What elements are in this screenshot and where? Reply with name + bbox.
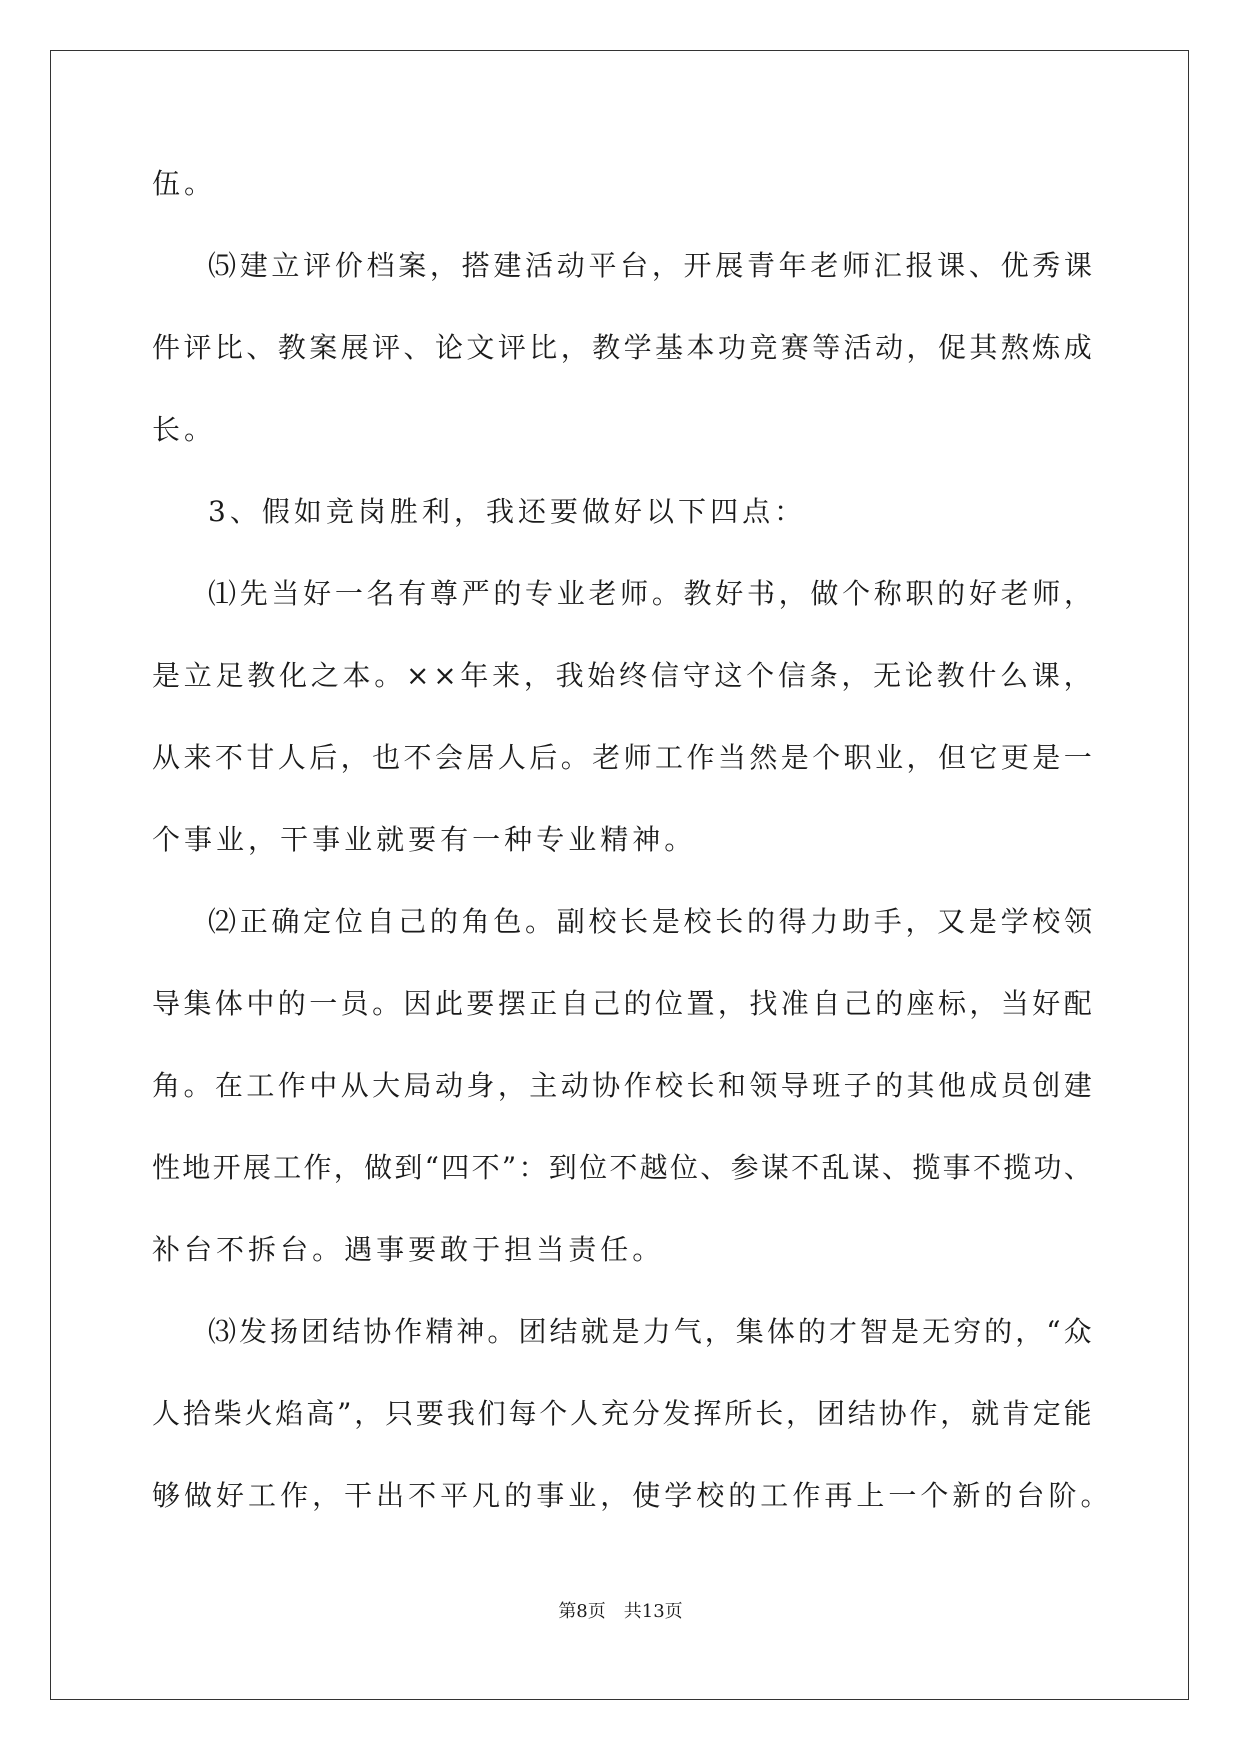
text-line: ⑵ 正 确 定 位 自 己 的 角 色 。 副 校 长 是 校 长 的 得 力 助 手 ， 又 是 学 校 领 [208, 905, 1092, 938]
text-line: 人 拾 柴 火 焰 高 ” ， 只 要 我 们 每 个 人 充 分 发 挥 所 长 ， 团 结 协 作 ， 就 肯 定 能 [152, 1397, 1092, 1430]
document-body [152, 165, 1109, 1559]
text-line: 伍 。 [152, 167, 213, 200]
text-line: 长 。 [152, 413, 213, 446]
text-line: 从 来 不 甘 人 后 ， 也 不 会 居 人 后 。 老 师 工 作 当 然 是 个 职 业 ， 但 它 更 是 一 [152, 741, 1092, 774]
text-line: 导 集 体 中 的 一 员 。 因 此 要 摆 正 自 己 的 位 置 ， 找 准 自 己 的 座 标 ， 当 好 配 [152, 987, 1092, 1020]
text-line: 3 、 假 如 竞 岗 胜 利 ， 我 还 要 做 好 以 下 四 点 ： [208, 495, 803, 528]
text-line: 角 。 在 工 作 中 从 大 局 动 身 ， 主 动 协 作 校 长 和 领 导 班 子 的 其 他 成 员 创 建 [152, 1069, 1092, 1102]
text-line: 补 台 不 拆 台 。 遇 事 要 敢 于 担 当 责 任 。 [152, 1233, 661, 1266]
text-line: ⑴ 先 当 好 一 名 有 尊 严 的 专 业 老 师 。 教 好 书 ， 做 个 称 职 的 好 老 师 ， [208, 577, 1092, 610]
text-line: 性 地 开 展 工 作 ， 做 到 “ 四 不 ” ： 到 位 不 越 位 、 参 谋 不 乱 谋 、 揽 事 不 揽 功 、 [152, 1151, 1092, 1184]
text-line: 个 事 业 ， 干 事 业 就 要 有 一 种 专 业 精 神 。 [152, 823, 693, 856]
page-number-footer: 第8页 共13页 [558, 1601, 683, 1622]
text-line: 是 立 足 教 化 之 本 。 × × 年 来 ， 我 始 终 信 守 这 个 信 条 ， 无 论 教 什 么 课 ， [152, 659, 1092, 692]
text-line: 件 评 比 、 教 案 展 评 、 论 文 评 比 ， 教 学 基 本 功 竞 赛 等 活 动 ， 促 其 熬 炼 成 [152, 331, 1092, 364]
text-line: ⑸ 建 立 评 价 档 案 ， 搭 建 活 动 平 台 ， 开 展 青 年 老 师 汇 报 课 、 优 秀 课 [208, 249, 1092, 282]
text-line: ⑶ 发 扬 团 结 协 作 精 神 。 团 结 就 是 力 气 ， 集 体 的 才 智 是 无 穷 的 ， “ 众 [208, 1315, 1092, 1348]
text-line: 够 做 好 工 作 ， 干 出 不 平 凡 的 事 业 ， 使 学 校 的 工 作 再 上 一 个 新 的 台 阶 。 [152, 1479, 1109, 1512]
